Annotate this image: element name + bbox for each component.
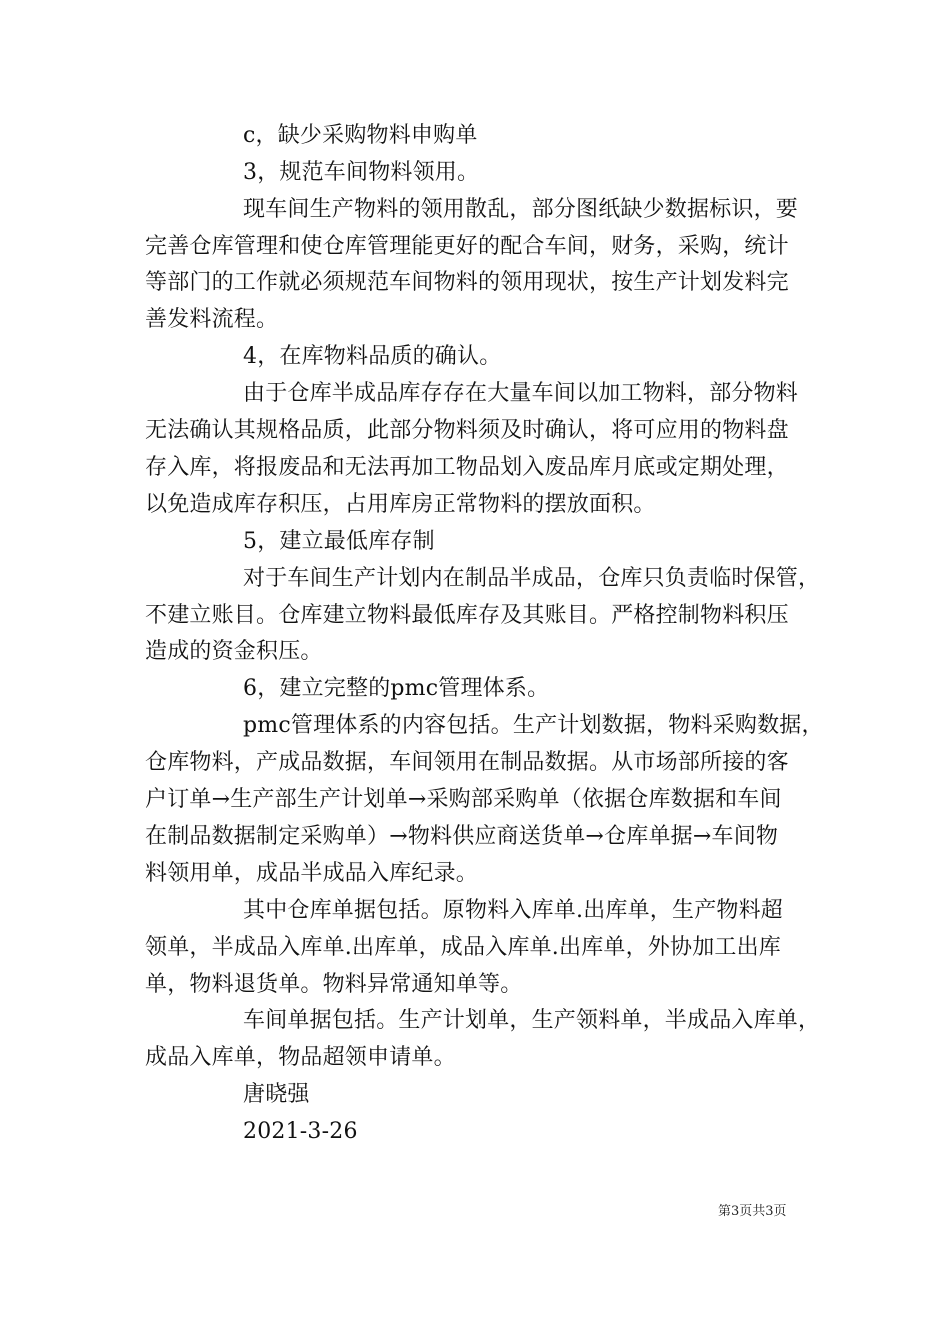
text-line: 仓库物料，产成品数据，车间领用在制品数据。从市场部所接的客 (145, 750, 789, 775)
text-line: 善发料流程。 (145, 307, 279, 332)
section-heading: 4，在库物料品质的确认。 (243, 344, 502, 369)
text-line: c，缺少采购物料申购单 (243, 123, 478, 148)
document-date: 2021-3-26 (243, 1119, 358, 1144)
text-line: 其中仓库单据包括。原物料入库单.出库单，生产物料超 (243, 898, 783, 923)
text-line: 完善仓库管理和使仓库管理能更好的配合车间，财务，采购，统计 (145, 234, 789, 259)
text-line: 在制品数据制定采购单）→物料供应商送货单→仓库单据→车间物 (145, 824, 779, 849)
text-line: 领单，半成品入库单.出库单，成品入库单.出库单，外协加工出库 (145, 935, 781, 960)
page-number: 第3页共3页 (718, 1204, 787, 1219)
section-heading: 6，建立完整的pmc管理体系。 (243, 676, 550, 701)
text-line: 造成的资金积压。 (145, 639, 323, 664)
text-line: 存入库，将报废品和无法再加工物品划入废品库月底或定期处理， (145, 455, 789, 480)
text-line: 户订单→生产部生产计划单→采购部采购单（依据仓库数据和车间 (145, 787, 782, 812)
text-line: 由于仓库半成品库存存在大量车间以加工物料，部分物料 (243, 381, 799, 406)
text-line: 料领用单，成品半成品入库纪录。 (145, 861, 479, 886)
text-line: 对于车间生产计划内在制品半成品，仓库只负责临时保管， (243, 566, 821, 591)
text-line: 现车间生产物料的领用散乱，部分图纸缺少数据标识，要 (243, 197, 799, 222)
section-heading: 3，规范车间物料领用。 (243, 160, 480, 185)
text-line: 车间单据包括。生产计划单，生产领料单，半成品入库单， (243, 1008, 821, 1033)
text-line: 单，物料退货单。物料异常通知单等。 (145, 972, 523, 997)
text-line: pmc管理体系的内容包括。生产计划数据，物料采购数据， (243, 713, 824, 738)
text-line: 无法确认其规格品质，此部分物料须及时确认，将可应用的物料盘 (145, 418, 789, 443)
text-line: 不建立账目。仓库建立物料最低库存及其账目。严格控制物料积压 (145, 603, 789, 628)
text-line: 等部门的工作就必须规范车间物料的领用现状，按生产计划发料完 (145, 270, 789, 295)
author-name: 唐晓强 (243, 1082, 310, 1107)
text-line: 以免造成库存积压，占用库房正常物料的摆放面积。 (145, 492, 656, 517)
text-line: 成品入库单，物品超领申请单。 (145, 1045, 456, 1070)
section-heading: 5，建立最低库存制 (243, 529, 435, 554)
